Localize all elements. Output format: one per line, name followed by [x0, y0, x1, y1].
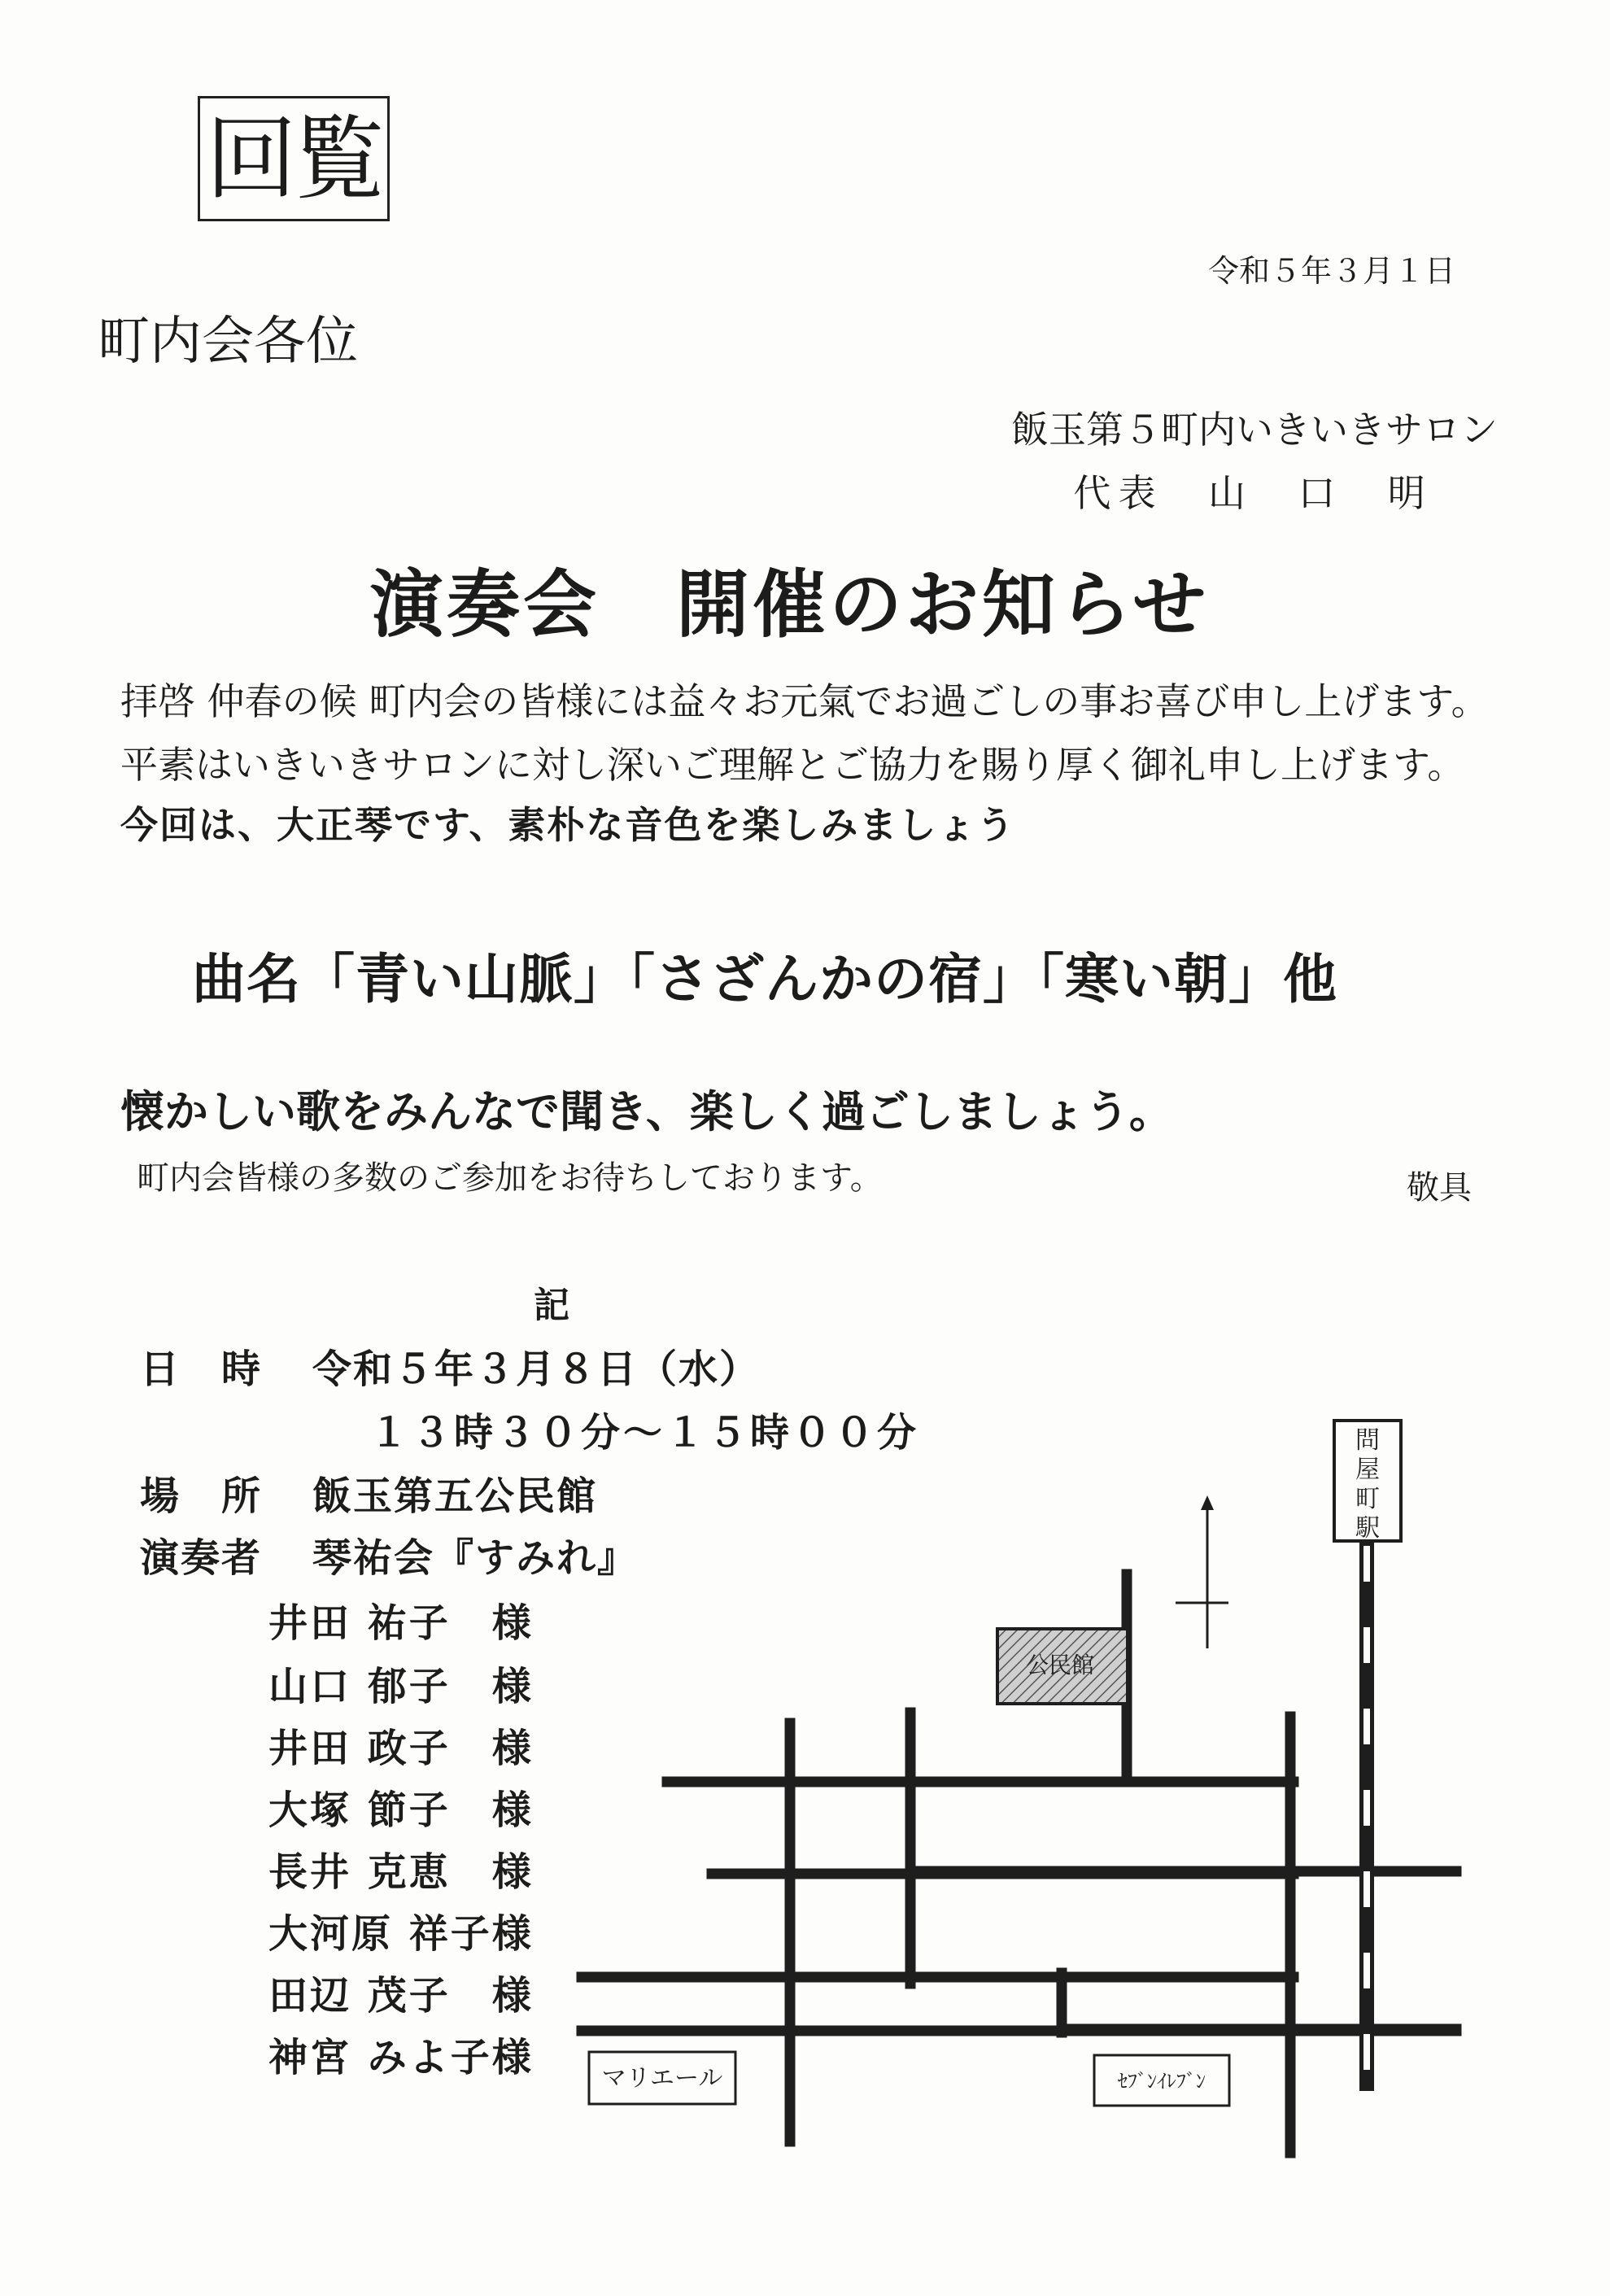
circulation-stamp: 回覧: [198, 96, 390, 221]
station-sign: [1334, 1421, 1401, 1543]
sender-organization: 飯玉第５町内いきいきサロン: [1011, 408, 1498, 452]
performer-name: 神宮 みよ子様: [268, 2035, 534, 2080]
community-hall-marker: [997, 1629, 1128, 1704]
railway-line: [1359, 1538, 1374, 2091]
north-arrow-icon: [1176, 1495, 1228, 1648]
shop-right-marker: [1094, 2055, 1229, 2106]
station-char: 町: [1355, 1485, 1380, 1513]
community-hall-label: 公民館: [1025, 1652, 1095, 1678]
station-char: 問: [1355, 1426, 1380, 1455]
details-heading: 記: [534, 1285, 569, 1326]
notice-title: 演奏会 開催のお知らせ: [370, 561, 1210, 648]
performer-value: 琴祐会『すみれ』: [312, 1535, 639, 1581]
shop-right-label: ｾﾌﾞﾝｲﾚﾌﾞﾝ: [1118, 2070, 1206, 2093]
addressee: 町内会各位: [98, 312, 358, 372]
time-value: １３時３０分～１５時００分: [369, 1410, 920, 1456]
greeting-line-2: 平素はいきいきサロンに対し深いご理解とご協力を賜り厚く御礼申し上げます。: [120, 743, 1465, 787]
performer-name: 大塚 節子 様: [268, 1787, 534, 1833]
datetime-value: 令和５年３月８日（水）: [312, 1347, 761, 1392]
performer-name: 井田 祐子 様: [268, 1600, 534, 1646]
issue-date: 令和５年３月１日: [1207, 253, 1455, 289]
place-value: 飯玉第五公民館: [312, 1473, 598, 1519]
greeting-line-1: 拝啓 仲春の候 町内会の皆様には益々お元氣でお過ごしの事お喜び申し上げます。: [120, 679, 1489, 723]
performer-name: 田辺 茂子 様: [268, 1973, 534, 2019]
performer-name: 山口 郁子 様: [268, 1664, 534, 1709]
greeting-line-3: 今回は、大正琴です、素朴な音色を楽しみましょう: [120, 803, 1016, 847]
performer-name: 大河原 祥子様: [268, 1911, 534, 1957]
song-titles: 曲名「青い山脈」「さざんかの宿」「寒い朝」他: [192, 947, 1337, 1011]
place-label: 場 所: [140, 1473, 263, 1519]
station-char: 駅: [1355, 1514, 1380, 1543]
shop-left-label: マリエール: [601, 2064, 723, 2093]
closing-word: 敬具: [1407, 1169, 1472, 1207]
performer-name: 井田 政子 様: [268, 1726, 534, 1771]
performer-label: 演奏者: [140, 1535, 263, 1581]
invitation-line: 町内会皆様の多数のご参加をお待ちしております。: [137, 1159, 883, 1197]
nostalgia-line: 懐かしい歌をみんなで聞き、楽しく過ごしましょう。: [120, 1085, 1173, 1137]
station-char: 屋: [1355, 1456, 1380, 1484]
shop-left-marker: [589, 2052, 735, 2104]
sender-representative: 代表 山 口 明: [1073, 471, 1433, 515]
datetime-label: 日 時: [140, 1347, 263, 1392]
performer-name: 長井 克恵 様: [268, 1849, 534, 1895]
